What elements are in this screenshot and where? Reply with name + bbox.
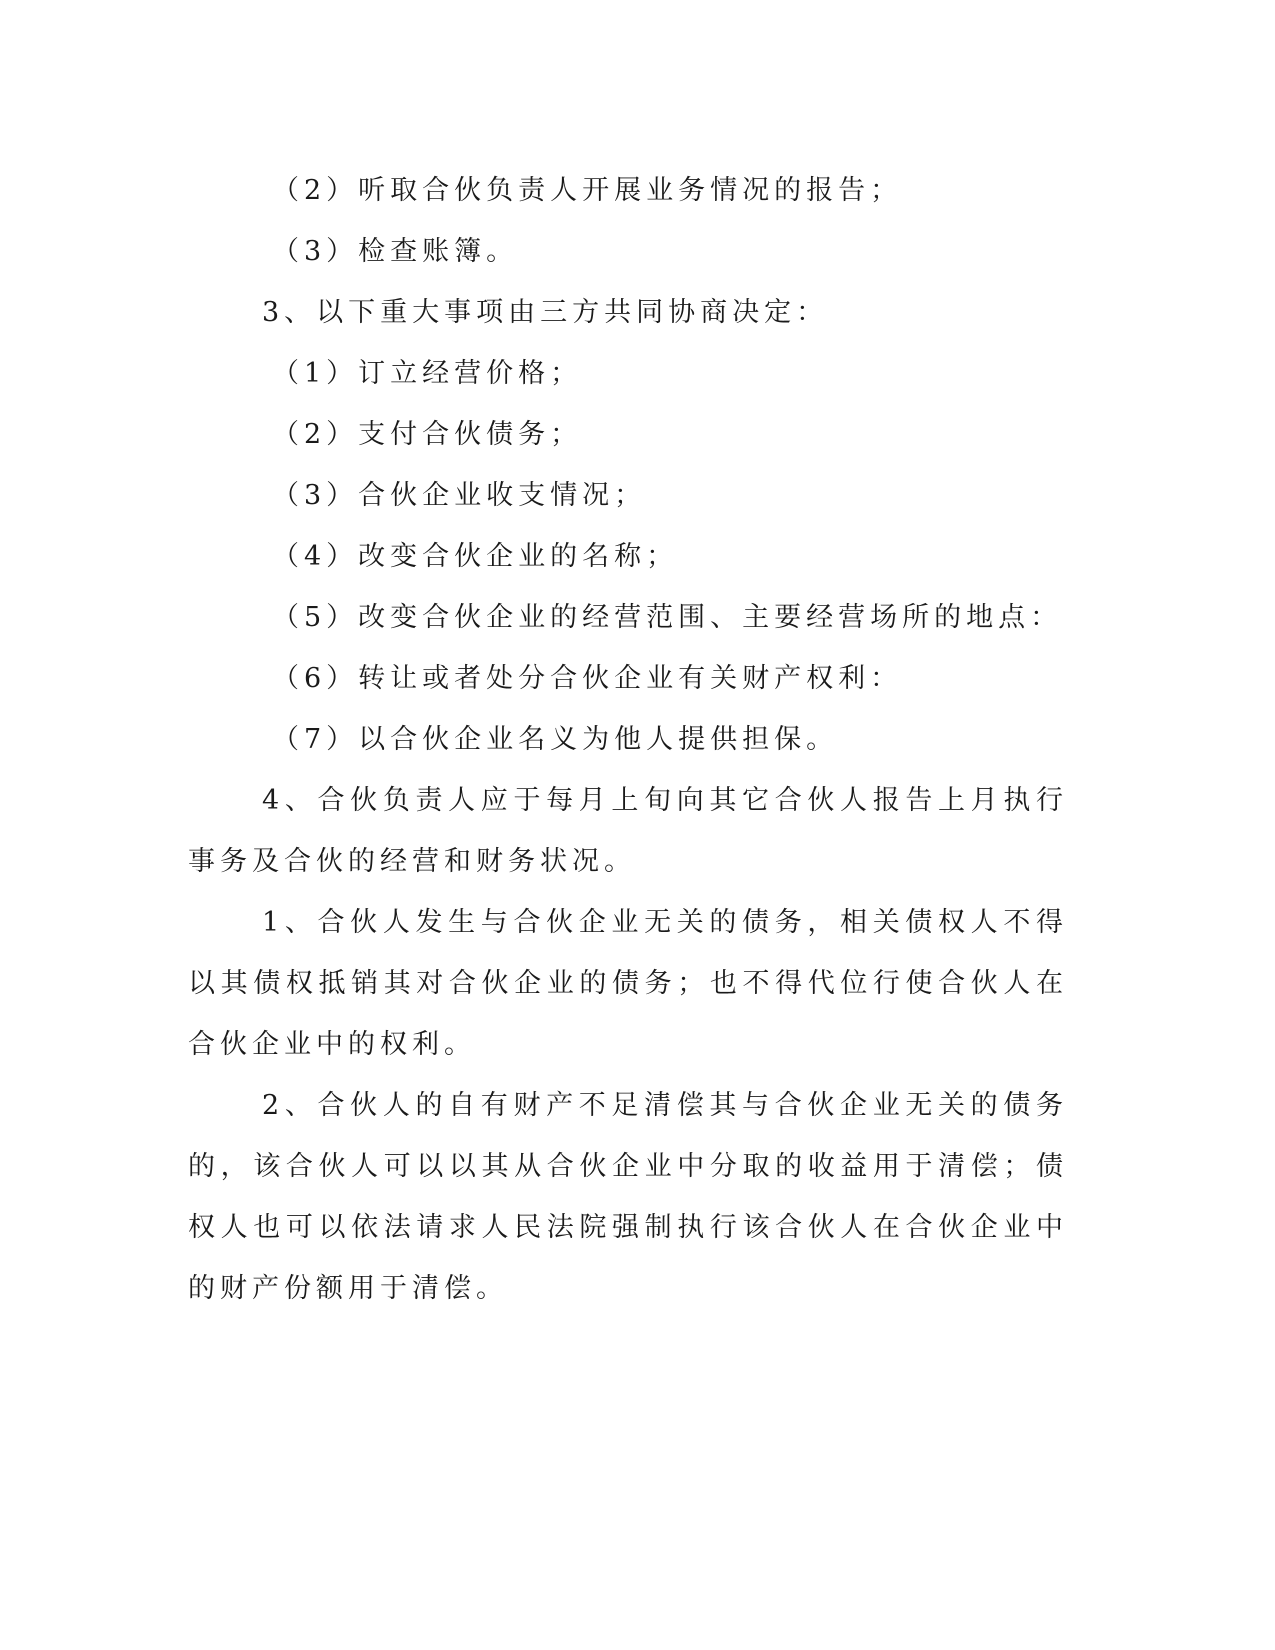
list-item-transfer-property: （6）转让或者处分合伙企业有关财产权利：	[272, 663, 903, 694]
paragraph-monthly-report: 4、合伙负责人应于每月上旬向其它合伙人报告上月执行事务及合伙的经营和财务状况。	[188, 785, 1068, 877]
list-item-change-scope: （5）改变合伙企业的经营范围、主要经营场所的地点：	[272, 602, 1063, 633]
list-item-guarantee: （7）以合伙企业名义为他人提供担保。	[272, 724, 839, 755]
paragraph-unrelated-debt: 1、合伙人发生与合伙企业无关的债务，相关债权人不得以其债权抵销其对合伙企业的债务；也不得代位行使合伙人在合伙企业中的权利。	[188, 907, 1068, 1060]
list-item-listen-report: （2）听取合伙负责人开展业务情况的报告；	[272, 175, 903, 206]
list-item-pay-debts: （2）支付合伙债务；	[272, 419, 583, 450]
paragraph-insufficient-assets: 2、合伙人的自有财产不足清偿其与合伙企业无关的债务的，该合伙人可以以其从合伙企业中分取的收益用于清偿；债权人也可以依法请求人民法院强制执行该合伙人在合伙企业中的财产份额用于清偿。	[188, 1090, 1068, 1304]
list-item-set-price: （1）订立经营价格；	[272, 358, 583, 389]
list-item-check-books: （3）检查账簿。	[272, 236, 519, 267]
list-item-income-expense: （3）合伙企业收支情况；	[272, 480, 647, 511]
section-heading-major-matters: 3、以下重大事项由三方共同协商决定：	[262, 297, 829, 328]
document-body	[188, 160, 1068, 1319]
list-item-change-name: （4）改变合伙企业的名称；	[272, 541, 679, 572]
